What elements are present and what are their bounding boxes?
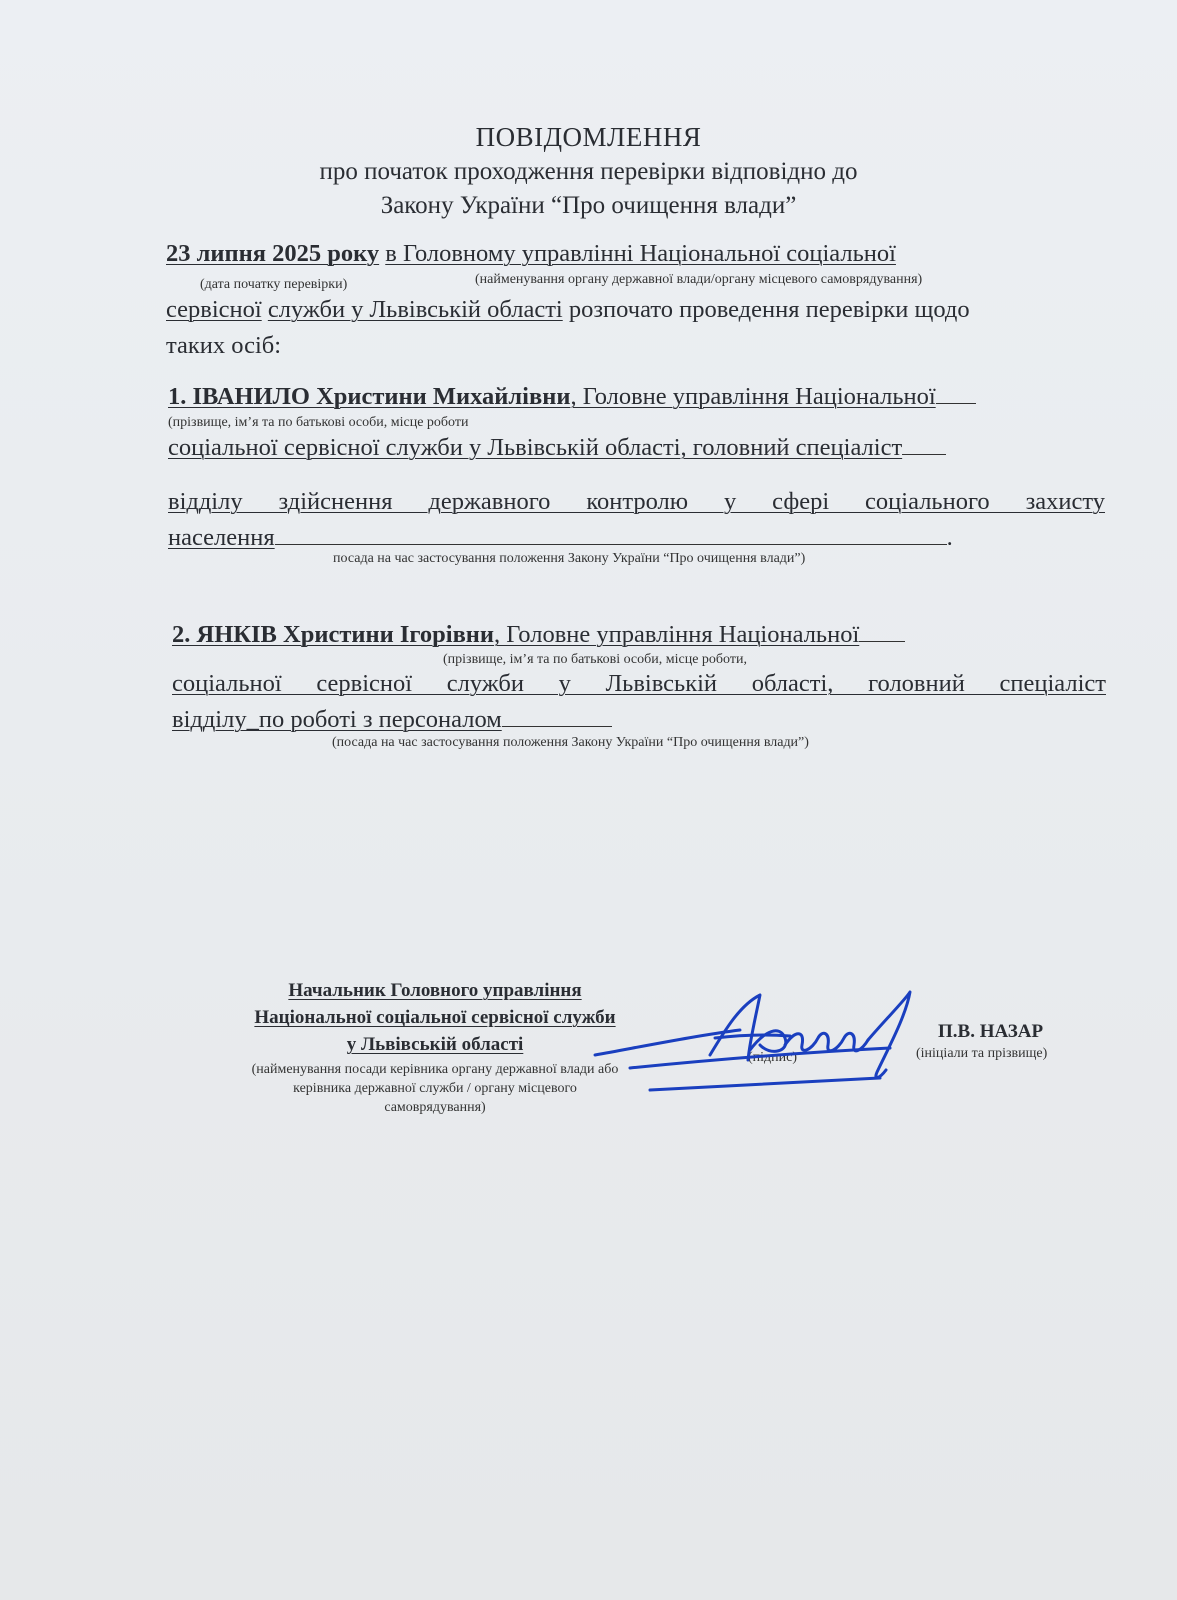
document-subtitle-line1: про початок проходження перевірки відповідно до [319, 158, 858, 185]
organization-name-part2b: служби у Львівській області [267, 296, 563, 323]
person1-workplace1: , Головне управління Національної [570, 383, 936, 410]
person2-name: 2. ЯНКІВ Христини Ігорівни [172, 621, 495, 648]
person1-fill3 [275, 526, 947, 545]
person2-caption-name: (прізвище, ім’я та по батькові особи, місце роботи, [443, 652, 747, 667]
person2-line1 [172, 621, 905, 649]
handwritten-signature [590, 990, 930, 1110]
signer-position-caption3: самоврядування) [384, 1100, 486, 1115]
intro-line2 [166, 296, 970, 324]
inspection-date: 23 липня 2025 року [166, 240, 380, 267]
person2-position2: відділу_по роботі з персоналом [172, 706, 502, 733]
signer-name-caption: (ініціали та прізвище) [916, 1046, 1048, 1061]
person1-name: 1. ІВАНИЛО Христини Михайлівни [168, 383, 571, 410]
intro-tail: розпочато проведення перевірки щодо [568, 296, 970, 323]
signer-position-line1: Начальник Головного управління [288, 980, 582, 1001]
person1-caption-position: посада на час застосування положення Закону України “Про очищення влади”) [333, 551, 806, 566]
person2-caption-position: (посада на час застосування положення Закону України “Про очищення влади”) [332, 735, 809, 750]
person2-workplace1: , Головне управління Національної [494, 621, 860, 648]
caption-organization: (найменування органу державної влади/органу місцевого самоврядування) [475, 272, 923, 287]
person2-position-line [172, 706, 612, 734]
person1-fill1 [936, 385, 976, 404]
caption-date: (дата початку перевірки) [200, 277, 348, 292]
person2-workplace2: соціальної сервісної служби у Львівській області, головний спеціаліст [172, 670, 1106, 697]
person1-position-end: . [946, 524, 953, 551]
person1-caption-name: (прізвище, ім’я та по батькові особи, місце роботи [168, 415, 469, 430]
signer-position-line3: у Львівській області [346, 1034, 524, 1055]
person2-fill1 [859, 623, 905, 642]
person1-workplace2: соціальної сервісної служби у Львівській області, головний спеціаліст [168, 434, 903, 461]
organization-name-part1: в Головному управлінні Національної соціальної [385, 240, 896, 267]
document-subtitle-line2: Закону України “Про очищення влади” [380, 192, 797, 219]
person1-line2 [168, 434, 946, 462]
person2-line2 [172, 670, 1106, 698]
organization-name-part2a: сервісної [166, 296, 262, 323]
person2-fill2 [502, 708, 612, 727]
signer-name: П.В. НАЗАР [938, 1021, 1044, 1042]
person1-fill2 [902, 436, 946, 455]
signer-position-caption1: (найменування посади керівника органу державної влади або [251, 1062, 619, 1077]
person1-position2-line [168, 524, 953, 552]
signature-caption: (підпис) [748, 1050, 798, 1065]
signer-position-line2: Національної соціальної сервісної служби [254, 1007, 616, 1028]
person1-position1-text: відділу здійснення державного контролю у сфері соціального захисту [168, 488, 1105, 515]
signer-position-caption2: керівника державної служби / органу місцевого [293, 1081, 577, 1096]
intro-line1 [166, 240, 896, 268]
intro-tail2: таких осіб: [166, 332, 282, 359]
document-title: ПОВІДОМЛЕННЯ [475, 122, 702, 152]
person1-position2: населення [168, 524, 275, 551]
person1-line1 [168, 383, 976, 411]
person1-position1 [168, 488, 1105, 516]
